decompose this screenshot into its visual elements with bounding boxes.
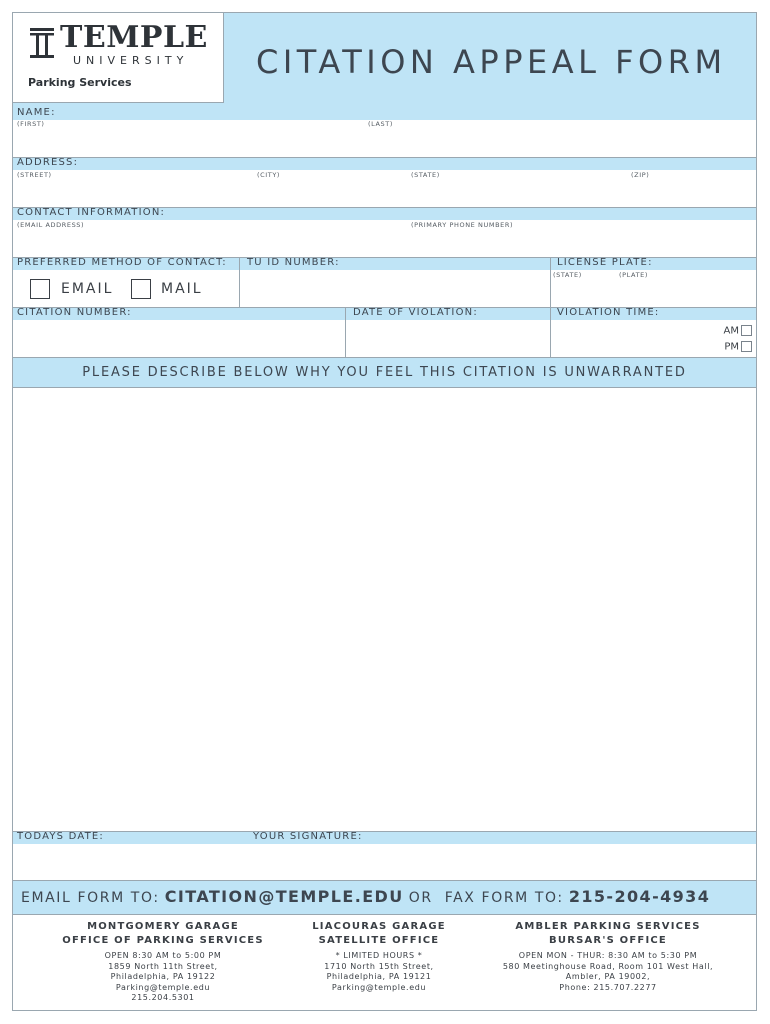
pm-checkbox[interactable] [741,341,752,352]
name-label: NAME: [17,107,56,118]
citation-appeal-form [12,12,757,1011]
todays-date-field[interactable] [13,844,251,880]
fax-number: 215-204-4934 [568,887,711,906]
address-field[interactable] [13,170,756,207]
state-sublabel: (STATE) [411,171,440,179]
tu-id-label: TU ID NUMBER: [247,257,340,268]
office-email[interactable]: Parking@temple.edu [331,982,427,992]
preferred-method-label: PREFERRED METHOD OF CONTACT: [17,257,227,268]
office-subtitle: OFFICE OF PARKING SERVICES [62,935,264,946]
office-subtitle: BURSAR'S OFFICE [549,935,667,946]
office-montgomery [53,920,273,1004]
email-form-to-label: EMAIL FORM TO: [21,890,160,906]
todays-date-label: TODAYS DATE: [17,831,104,842]
tu-id-field[interactable] [240,270,550,307]
phone-number-sublabel: (PRIMARY PHONE NUMBER) [411,221,514,229]
office-city: Philadelphia, PA 19121 [326,972,432,981]
street-sublabel: (STREET) [17,171,52,179]
mail-checkbox[interactable] [131,279,151,299]
email-option-label: EMAIL [61,281,114,297]
divider [239,257,240,307]
last-name-sublabel: (LAST) [368,120,393,128]
email-address-sublabel: (EMAIL ADDRESS) [17,221,85,229]
logo-university: UNIVERSITY [73,54,189,67]
logo-department: Parking Services [28,76,132,89]
fax-form-to-label: OR FAX FORM TO: [408,890,564,906]
zip-sublabel: (ZIP) [631,171,650,179]
office-city: Ambler, PA 19002, [565,972,651,981]
office-ambler [483,920,733,993]
citation-number-field[interactable] [13,320,345,357]
citation-number-label: CITATION NUMBER: [17,307,132,318]
address-label: ADDRESS: [17,157,79,168]
address-label-band [13,157,756,170]
license-plate-label: LICENSE PLATE: [557,257,653,268]
office-hours: OPEN MON - THUR: 8:30 AM to 5:30 PM [518,951,698,960]
logo-wordmark: TEMPLE [60,20,208,55]
describe-textarea[interactable] [13,388,756,831]
violation-time-field[interactable] [551,320,711,357]
pm-option[interactable] [724,341,752,353]
divider [345,307,346,357]
date-of-violation-label: DATE OF VIOLATION: [353,307,478,318]
am-option[interactable] [724,325,752,337]
office-street: 1710 North 15th Street, [324,961,434,971]
mail-option-label: MAIL [161,281,203,297]
divider [550,257,551,357]
am-checkbox[interactable] [741,325,752,336]
license-state-sublabel: (STATE) [553,271,582,279]
office-email[interactable]: Parking@temple.edu [115,982,211,992]
temple-t-icon [29,27,55,59]
office-title: MONTGOMERY GARAGE [87,921,239,932]
office-subtitle: SATELLITE OFFICE [318,935,440,946]
submit-instructions [21,887,710,906]
office-hours: * LIMITED HOURS * [335,951,423,960]
office-title: LIACOURAS GARAGE [312,921,446,932]
name-field[interactable] [13,120,756,157]
citation-email-link[interactable]: CITATION@TEMPLE.EDU [164,887,404,906]
first-name-sublabel: (FIRST) [17,120,45,128]
email-checkbox[interactable] [30,279,50,299]
contact-field[interactable] [13,220,756,257]
signature-label-band [13,831,756,844]
name-label-band [13,107,756,120]
office-city: Philadelphia, PA 19122 [110,972,216,981]
city-sublabel: (CITY) [257,171,281,179]
pm-label: PM [724,341,739,353]
contact-label: CONTACT INFORMATION: [17,207,166,218]
office-phone: 215.204.5301 [131,993,195,1002]
signature-label: YOUR SIGNATURE: [253,831,363,842]
office-title: AMBLER PARKING SERVICES [515,921,701,932]
form-title: CITATION APPEAL FORM [256,43,727,81]
date-of-violation-field[interactable] [346,320,550,357]
logo-block [13,13,224,103]
license-plate-field[interactable] [551,277,756,307]
license-plate-sublabel: (PLATE) [619,271,648,279]
office-liacouras [279,920,479,993]
violation-time-label: VIOLATION TIME: [557,307,660,318]
signature-field[interactable] [252,844,756,880]
office-street: 1859 North 11th Street, [108,961,218,971]
office-street: 580 Meetinghouse Road, Room 101 West Hall, [502,961,714,971]
am-label: AM [723,325,739,337]
office-phone: Phone: 215.707.2277 [559,982,657,992]
describe-heading: PLEASE DESCRIBE BELOW WHY YOU FEEL THIS CITATION IS UNWARRANTED [82,365,687,380]
office-hours: OPEN 8:30 AM to 5:00 PM [104,951,222,960]
